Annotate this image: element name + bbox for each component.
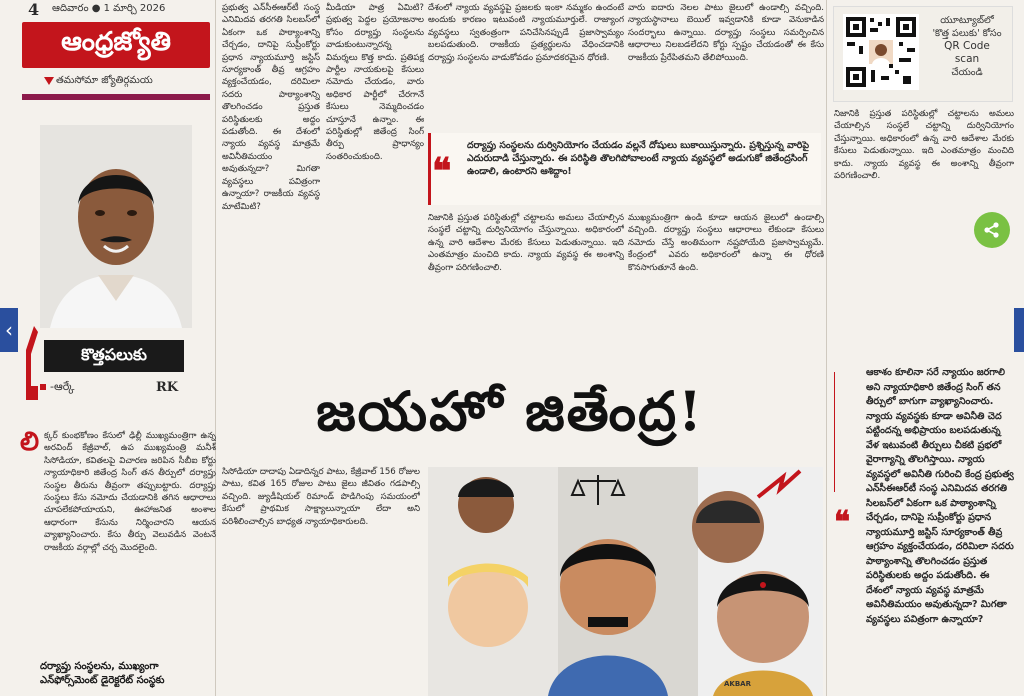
column-divider xyxy=(826,0,827,696)
author-signature: RK xyxy=(156,380,179,395)
sidebar-accent-rule xyxy=(834,372,835,492)
column-title: కొత్తపలుకు xyxy=(44,340,184,372)
triangle-icon xyxy=(44,77,54,85)
newspaper-tagline: తమసోమా జ్యోతిర్గమయ xyxy=(56,75,153,86)
qr-caption-line: చేయండి xyxy=(951,67,983,78)
header-divider xyxy=(22,94,210,100)
qr-caption-line: యూట్యూబ్‌లో xyxy=(940,15,994,26)
body-column: నిజానికి ప్రస్తుత పరిస్థితుల్లో చట్టాలను అమలు చేయాల్సిన సంస్థలే చట్టాన్ని దుర్వినియోగం చేస్తున్నాయి. అధికారంలో ఉన్న వారి ఆదేశాల మేరకు కేసులు పెడుతున్నాయి. ఇది ఎంతమాత్రం మంచిది కాదు. న్యాయ వ్యవస్థ ఈ అంశాన్ని తీవ్రంగా పరిగణించాలి. xyxy=(428,213,624,273)
body-column: వారు ఐదారు నెలల పాటు జైలులో ఉండాల్సి వచ్చింది. న్యాయస్థానాలు బెయిల్ ఇవ్వడానికి కూడా వెనుకాడిన సందర్భాలు ఉన్నాయి. దర్యాప్తు సంస్థలు సమర్పించిన ఆధారాలు నిలబడలేదని కోర్టు స్పష్టం చేయడంతో ఈ కేసు రాజకీయ ప్రేరేపితమని తేలిపోయింది. xyxy=(628,3,824,63)
column-author: -ఆర్కే xyxy=(50,380,75,393)
pull-quote: దర్యాప్తు సంస్థలను దుర్వినియోగం చేయడం వల్లనే దోషులు బుకాయిస్తున్నారు. ప్రశ్నిస్తున్న వారిపై ఎదురుదాడి చేస్తున్నారు. ఈ పరిస్థితి తొలగిపోవాలంటే న్యాయ వ్యవస్థలో అడుగుకో జితేంద్రసింగ్ ఉండాలి, ఉంటారని ఆశిద్దాం! xyxy=(428,133,821,205)
illustrator-signature: AKBAR xyxy=(724,680,751,688)
body-column: క్కర్ కుంభకోణం కేసులో ఢిల్లీ ముఖ్యమంత్రిగా ఉన్న అరవింద్ కేజ్రీవాల్, ఉప ముఖ్యమంత్రి మనీశ్ సిసోడియా, కవితలపై విచారణ జరిపిన సీబీఐ కోర్టు న్యాయాధికారి జితేంద్ర సింగ్ తన తీర్పులో దర్యాప్తు సంస్థల తీరును తీవ్రంగా తప్పుబట్టారు. దర్యాప్తు సంస్థలు కేసు నమోదు చేయడానికి తగిన ఆధారాలు చూపలేకపోయాయని, ఊహాజనిత అంశాల ఆధారంగా కేసును నిర్మించారని ఆయన వ్యాఖ్యానించారు. కేసు తీర్పు వెలువడిన వెంటనే రాజకీయ వర్గాల్లో చర్చ మొదలైంది. xyxy=(44,431,216,553)
sidebar-highlight-quote: ఆకాశం కూలినా సరే న్యాయం జరగాలి అని న్యాయాధికారి జితేంద్ర సింగ్ తన తీర్పులో బాగుగా వ్యాఖ్యానించారు. న్యాయ వ్యవస్థకు కూడా అవినీతి చెద పట్టిందన్న అభిప్రాయం బలపడుతున్న వేళ ఇటువంటి తీర్పులు చీకటి ప్రభలో వైరాగ్యాన్ని తొలగిస్తాయి. న్యాయ వ్యవస్థలో అవినీతి గురించి కేంద్ర ప్రభుత్వ ఎన్‌సీఈఆర్‌టీ సంస్థ ఎనిమిదవ తరగతి సిలబస్‌లో ఏకంగా ఒక పాఠ్యాంశాన్ని చేర్చడం, దానిపై సుప్రీంకోర్టు ప్రధాన న్యాయమూర్తి జస్టిస్ సూర్యకాంత్ తీవ్ర ఆగ్రహం వ్యక్తంచేయడం, దరిమిలా సదరు పాఠ్యాంశాన్ని తొలగించడం ప్రస్తుత పరిస్థితులకు అద్దం పడుతోంది. ఈ దేశంలో న్యాయ వ్యవస్థ మాత్రమే అవినీతిమయం అవుతున్నదా? మిగతా వ్యవస్థలు పవిత్రంగా ఉన్నాయా? xyxy=(866,367,1014,625)
column-bracket-decoration xyxy=(24,326,38,400)
quote-mark-icon: ❝ xyxy=(834,505,851,540)
body-column: మీడియా పాత్ర ఏమిటి? ప్రభుత్వ పెద్దల ప్రయోజనాల కోసం దర్యాప్తు సంస్థలను వాడుకుంటున్నారన్న విమర్శలు కొత్త కాదు. ప్రతిపక్ష పార్టీల నాయకులపై కేసులు నమోదు చేయడం, వారు అధికార పార్టీలో చేరగానే కేసులు నెమ్మదించడం చూస్తూనే ఉన్నాం. ఈ పరిస్థితుల్లో జితేంద్ర సింగ్ తీర్పు ప్రాధాన్యం సంతరించుకుంది. xyxy=(326,3,424,162)
qr-code[interactable] xyxy=(843,14,919,90)
share-button[interactable] xyxy=(974,212,1010,248)
subheading: దర్యాప్తు సంస్థలను, ముఖ్యంగా ఎన్‌ఫోర్స్‌మెంట్ డైరెక్టరేట్ సంస్థకు xyxy=(40,661,165,686)
author-bullet xyxy=(40,384,46,390)
qr-caption-line: 'కొత్త పలుకు' కోసం xyxy=(932,28,1002,39)
qr-caption-line: scan xyxy=(954,53,980,65)
drop-cap: లి xyxy=(20,427,40,457)
caricature-illustration xyxy=(428,467,823,696)
share-icon xyxy=(983,221,1001,239)
body-column: సిసోడియా దాదాపు ఏడాదిన్నర పాటు, కేజ్రీవాల్ 156 రోజుల పాటు, కవిత 165 రోజుల పాటు జైలు జీవితం గడపాల్సి వచ్చింది. జ్యుడీషియల్ రిమాండ్ పొడిగింపు సమయంలో కేసులో ప్రాథమిక సాక్ష్యాలున్నాయా లేదా అని పరిశీలించాల్సిన బాధ్యత న్యాయాధికారులది. xyxy=(222,467,420,527)
qr-caption xyxy=(926,14,1008,79)
quote-mark-icon: ❝ xyxy=(432,150,452,192)
body-column: దేశంలో న్యాయ వ్యవస్థపై ప్రజలకు ఇంకా నమ్మకం ఉందంటే అందుకు కారణం ఇటువంటి న్యాయమూర్తులే. రాజ్యాంగ వ్యవస్థలు స్వతంత్రంగా పనిచేసినప్పుడే ప్రజాస్వామ్యం బలపడుతుంది. రాజకీయ ప్రత్యర్థులను వేధించడానికి దర్యాప్తు సంస్థలను వాడుకోవడం ప్రమాదకరమైన ధోరణి. xyxy=(428,3,624,63)
page-number: 4 xyxy=(28,0,40,19)
newspaper-logo: ఆంధ్రజ్యోతి xyxy=(22,22,210,68)
previous-page-button[interactable] xyxy=(0,308,18,352)
issue-date: ఆదివారం ● 1 మార్చి 2026 xyxy=(52,3,166,14)
author-portrait xyxy=(40,125,192,328)
next-page-button[interactable] xyxy=(1014,308,1024,352)
headline: జయహో జితేంద్ర! xyxy=(316,379,704,443)
body-column: ప్రభుత్వ ఎన్‌సీఈఆర్‌టీ సంస్థ ఎనిమిదవ తరగతి సిలబస్‌లో ఏకంగా ఒక పాఠ్యాంశాన్ని చేర్చడం, దానిపై సుప్రీంకోర్టు ప్రధాన న్యాయమూర్తి జస్టిస్ సూర్యకాంత్ తీవ్ర ఆగ్రహం వ్యక్తంచేయడం, దరిమిలా సదరు పాఠ్యాంశాన్ని తొలగించడం ప్రస్తుత పరిస్థితులకు అద్దం పడుతోంది. ఈ దేశంలో న్యాయ వ్యవస్థ మాత్రమే అవినీతిమయం అవుతున్నదా? మిగతా వ్యవస్థలు పవిత్రంగా ఉన్నాయా? రాజకీయ వ్యవస్థ మాటేమిటి? xyxy=(222,3,320,212)
qr-caption-line: QR Code xyxy=(944,40,990,52)
chevron-left-icon: ‹ xyxy=(5,318,13,342)
body-column: ముఖ్యమంత్రిగా ఉండి కూడా ఆయన జైలులో ఉండాల్సి వచ్చింది. దర్యాప్తు సంస్థలు ఆధారాలు లేకుండా కేసులు నమోదు చేస్తే అంతిమంగా నష్టపోయేది ప్రజాస్వామ్యమే. కేంద్రంలో ఎవరు అధికారంలో ఉన్నా ఈ ధోరణి కొనసాగుతూనే ఉంది. xyxy=(628,213,824,273)
body-column: నిజానికి ప్రస్తుత పరిస్థితుల్లో చట్టాలను అమలు చేయాల్సిన సంస్థలే చట్టాన్ని దుర్వినియోగం చేస్తున్నాయి. అధికారంలో ఉన్న వారి ఆదేశాల మేరకు కేసులు పెడుతున్నాయి. ఇది ఎంతమాత్రం మంచిది కాదు. న్యాయ వ్యవస్థ ఈ అంశాన్ని తీవ్రంగా పరిగణించాలి. xyxy=(834,109,1014,182)
